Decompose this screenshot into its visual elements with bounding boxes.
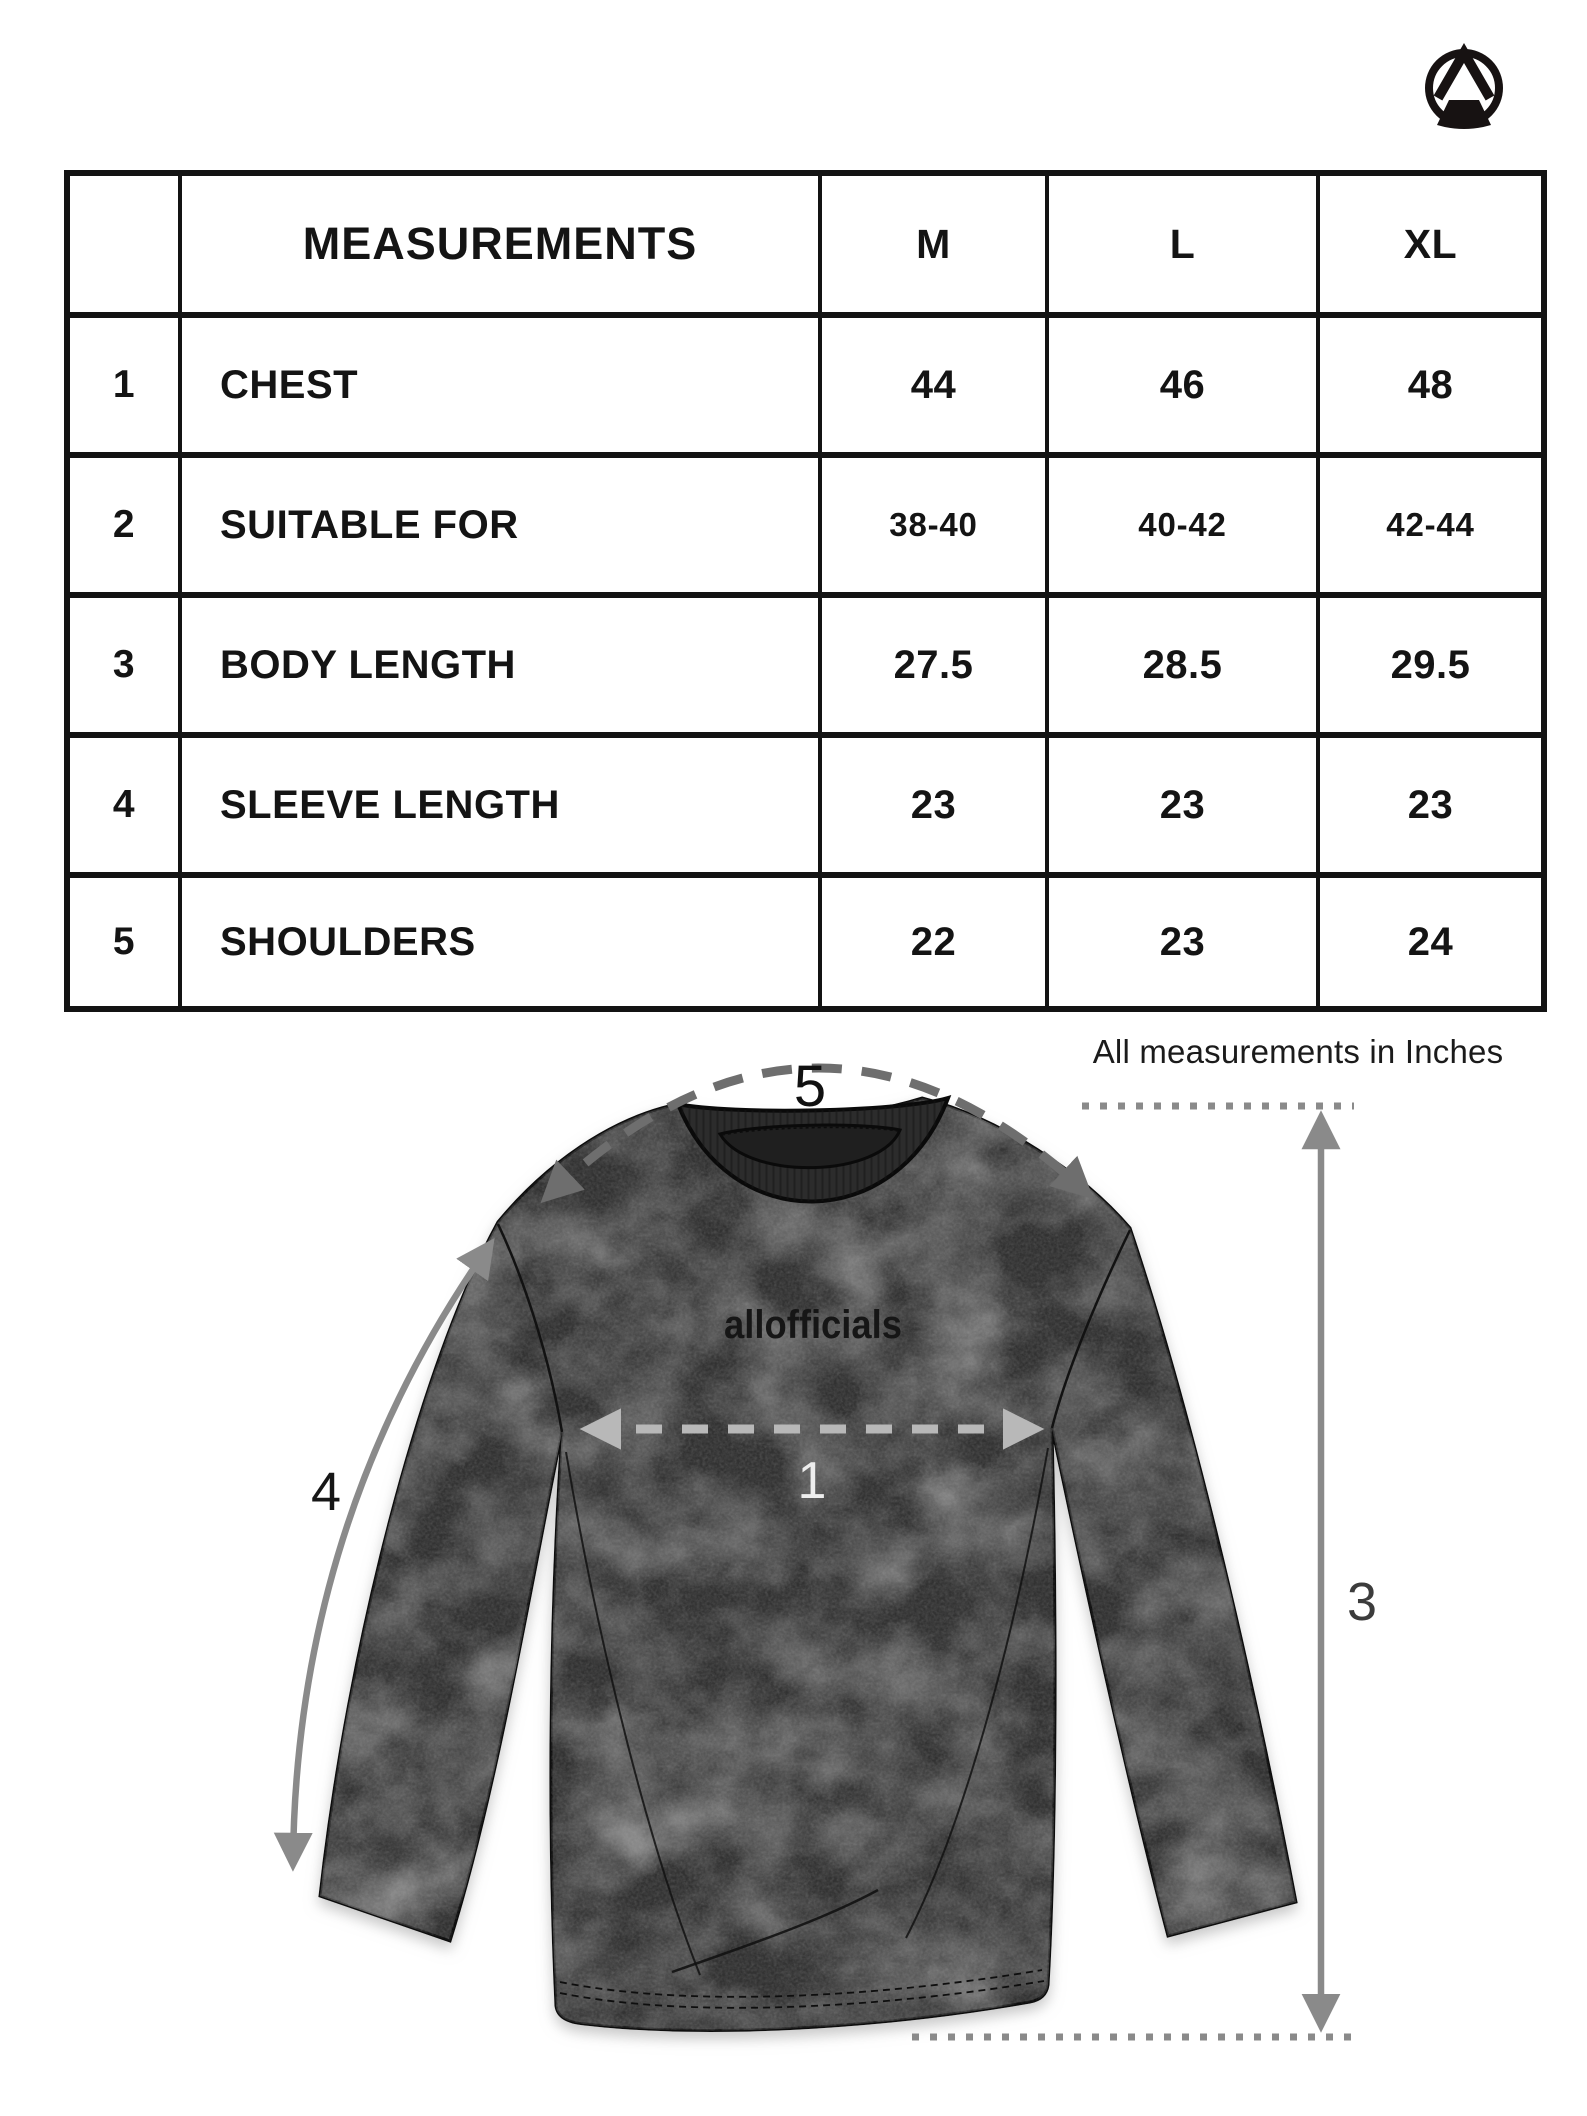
size-col-m: M: [818, 176, 1045, 312]
value-suitable-l: 40-42: [1045, 452, 1316, 592]
value-chest-m: 44: [818, 312, 1045, 452]
value-suitable-m: 38-40: [818, 452, 1045, 592]
header-empty-cell: [70, 176, 178, 312]
measurements-table: [64, 170, 1547, 1012]
row-label-suitable-for: SUITABLE FOR: [178, 452, 818, 592]
brand-logo-icon: [1420, 43, 1510, 135]
value-sleeve-length-m: 23: [818, 732, 1045, 872]
shirt-brand-text: allofficials: [724, 1303, 902, 1347]
row-number: 2: [70, 452, 178, 592]
value-shoulders-xl: 24: [1316, 872, 1541, 1006]
row-label-chest: CHEST: [178, 312, 818, 452]
row-label-shoulders: SHOULDERS: [178, 872, 818, 1006]
sleeve-length-measure-label: 4: [310, 1462, 342, 1522]
shoulders-measure-label: 5: [793, 1054, 827, 1119]
chest-measure-label: 1: [797, 1452, 827, 1510]
value-body-length-m: 27.5: [818, 592, 1045, 732]
row-number: 1: [70, 312, 178, 452]
size-col-xl: XL: [1316, 176, 1541, 312]
value-chest-l: 46: [1045, 312, 1316, 452]
value-chest-xl: 48: [1316, 312, 1541, 452]
size-col-l: L: [1045, 176, 1316, 312]
value-suitable-xl: 42-44: [1316, 452, 1541, 592]
value-shoulders-l: 23: [1045, 872, 1316, 1006]
row-number: 4: [70, 732, 178, 872]
shirt-illustration: [250, 1040, 1370, 2100]
row-number: 3: [70, 592, 178, 732]
value-sleeve-length-xl: 23: [1316, 732, 1541, 872]
shirt-measurement-diagram: [0, 1016, 1587, 2116]
value-sleeve-length-l: 23: [1045, 732, 1316, 872]
table-title: MEASUREMENTS: [178, 176, 818, 312]
row-label-body-length: BODY LENGTH: [178, 592, 818, 732]
value-shoulders-m: 22: [818, 872, 1045, 1006]
units-note: All measurements in Inches: [1092, 1033, 1504, 1070]
value-body-length-xl: 29.5: [1316, 592, 1541, 732]
body-length-measure-label: 3: [1346, 1572, 1378, 1632]
row-label-sleeve-length: SLEEVE LENGTH: [178, 732, 818, 872]
value-body-length-l: 28.5: [1045, 592, 1316, 732]
row-number: 5: [70, 872, 178, 1006]
